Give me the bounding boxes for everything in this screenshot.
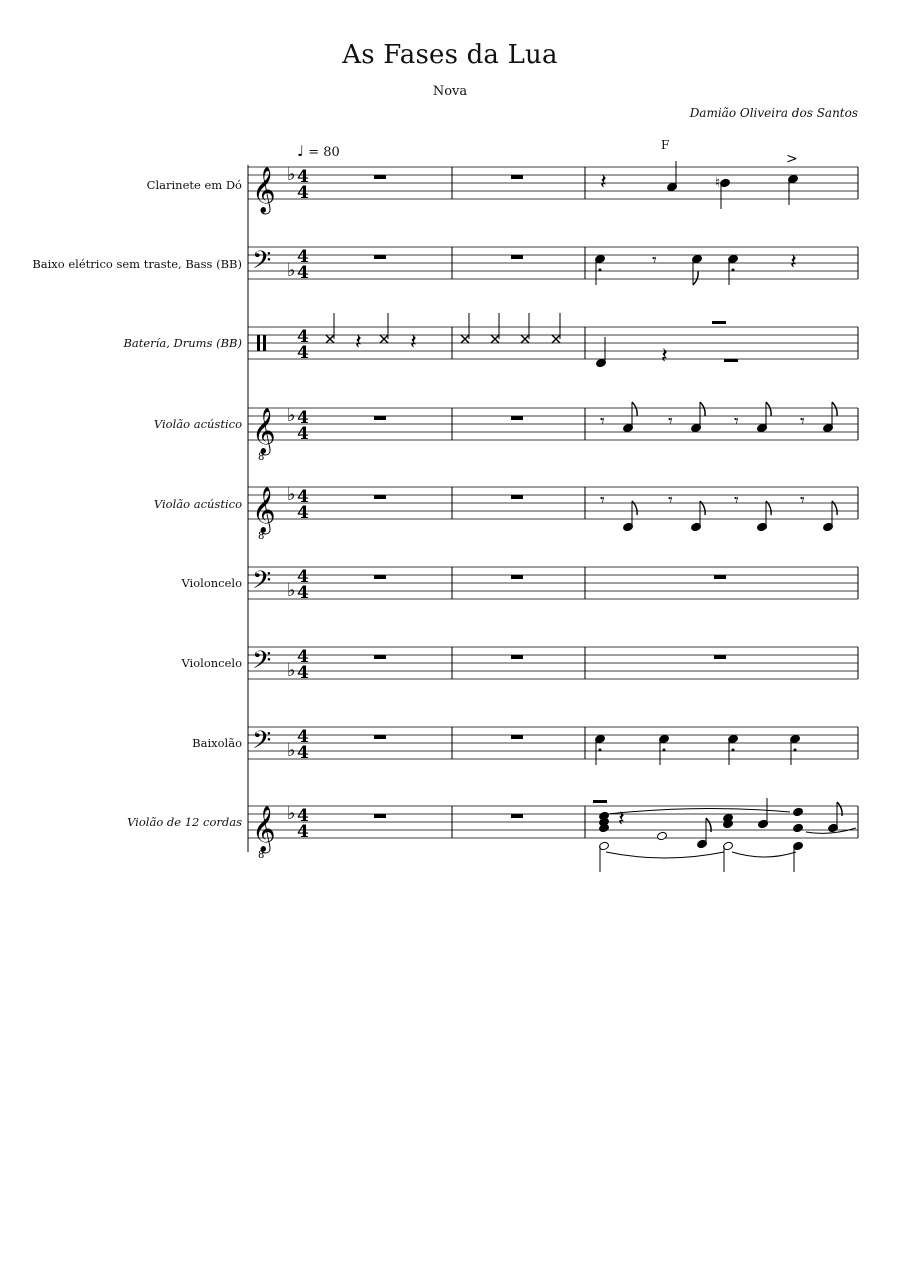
time-signature-denominator: 4 <box>297 743 309 763</box>
score-subtitle: Nova <box>432 84 468 99</box>
whole-rest <box>511 416 523 420</box>
eighth-rest: 𝄾 <box>668 490 673 511</box>
eighth-note <box>697 818 712 849</box>
guitar-eighth-note <box>757 501 772 532</box>
bass-note-half <box>599 841 610 872</box>
bass-note <box>595 254 606 285</box>
flat-key-signature-icon: ♭ <box>287 484 296 505</box>
whole-rest <box>511 814 523 818</box>
flat-key-signature-icon: ♭ <box>287 405 296 426</box>
guitar-eighth-note <box>623 501 638 532</box>
flag <box>632 402 637 416</box>
staccato-dot <box>732 269 735 272</box>
octave-8-marker: 8 <box>258 452 265 463</box>
whole-rest <box>511 495 523 499</box>
kick-note <box>596 337 607 368</box>
time-signature-numerator: 4 <box>297 727 309 747</box>
staccato-dot <box>732 749 735 752</box>
flat-key-signature-icon: ♭ <box>287 740 296 761</box>
chord-note <box>793 823 804 833</box>
notehead <box>657 831 668 841</box>
flag <box>700 402 705 416</box>
hihat-note <box>521 313 529 343</box>
flag <box>693 271 698 285</box>
whole-rest <box>511 575 523 579</box>
whole-rest <box>714 575 726 579</box>
tie <box>608 808 790 814</box>
bass-note-half <box>723 841 734 872</box>
instrument-label-baixolao: Baixolão <box>192 736 242 750</box>
instrument-label-acoustic-guitar-1: Violão acústico <box>153 417 242 431</box>
bass-clef-icon: 𝄢 <box>252 726 272 761</box>
notehead <box>793 807 804 817</box>
octave-8-marker: 8 <box>258 850 265 861</box>
percussion-clef-icon <box>257 335 260 351</box>
accent-mark: > <box>786 151 798 167</box>
time-signature-denominator: 4 <box>297 183 309 203</box>
whole-rest <box>374 655 386 659</box>
whole-rest <box>374 814 386 818</box>
quarter-rest: 𝄽 <box>410 330 417 355</box>
instrument-label-acoustic-guitar-2: Violão acústico <box>153 497 242 511</box>
staccato-dot <box>794 749 797 752</box>
staff-1 <box>248 164 858 215</box>
melody-note <box>758 798 769 829</box>
tempo-value: = 80 <box>308 145 340 160</box>
baixolao-note <box>595 734 606 765</box>
instrument-label-clarinet: Clarinete em Dó <box>146 178 242 192</box>
time-signature-denominator: 4 <box>297 424 309 444</box>
treble-clef-icon: 𝄞 <box>252 487 276 533</box>
time-signature-numerator: 4 <box>297 806 309 826</box>
guitar-eighth-note <box>691 402 706 433</box>
eighth-rest: 𝄾 <box>600 490 605 511</box>
eighth-rest: 𝄾 <box>800 490 805 511</box>
baixolao-note <box>790 734 801 765</box>
chord-note <box>793 807 804 817</box>
whole-rest <box>511 255 523 259</box>
hihat-note <box>461 313 469 343</box>
notehead <box>793 823 804 833</box>
time-signature-numerator: 4 <box>297 487 309 507</box>
score-title: As Fases da Lua <box>342 40 558 70</box>
eighth-rest: 𝄾 <box>600 411 605 432</box>
time-signature-numerator: 4 <box>297 247 309 267</box>
time-signature-numerator: 4 <box>297 567 309 587</box>
clarinet-note <box>720 178 731 209</box>
guitar-eighth-note <box>823 402 838 433</box>
bass-note <box>692 254 703 285</box>
time-signature-denominator: 4 <box>297 663 309 683</box>
baixolao-note <box>659 734 670 765</box>
hihat-note <box>552 313 560 343</box>
quarter-rest: 𝄽 <box>661 344 668 369</box>
symbols-group <box>326 151 856 872</box>
quarter-rest: 𝄽 <box>790 250 797 275</box>
eighth-rest: 𝄾 <box>734 490 739 511</box>
time-signature-numerator: 4 <box>297 167 309 187</box>
flag <box>766 402 771 416</box>
instrument-label-fretless-bass: Baixo elétrico sem traste, Bass (BB) <box>32 257 242 271</box>
whole-rest <box>714 655 726 659</box>
staff-6 <box>248 566 858 603</box>
bass-note <box>728 254 739 285</box>
percussion-clef-icon <box>263 335 266 351</box>
whole-rest <box>374 735 386 739</box>
staff-2 <box>248 246 858 283</box>
whole-rest <box>511 175 523 179</box>
half-rest <box>724 359 738 362</box>
bass-clef-icon: 𝄢 <box>252 646 272 681</box>
eighth-rest: 𝄾 <box>668 411 673 432</box>
tie <box>606 852 724 858</box>
quarter-rest: 𝄽 <box>355 330 362 355</box>
bass-clef-icon: 𝄢 <box>252 246 272 281</box>
instrument-label-cello-2: Violoncelo <box>181 656 242 670</box>
clarinet-note <box>667 161 678 192</box>
time-signature-denominator: 4 <box>297 343 309 363</box>
eighth-rest: 𝄾 <box>734 411 739 432</box>
hihat-note <box>380 313 388 343</box>
whole-rest <box>712 321 726 324</box>
whole-rest <box>374 495 386 499</box>
guitar-eighth-note <box>691 501 706 532</box>
whole-rest <box>374 575 386 579</box>
guitar-eighth-note <box>623 402 638 433</box>
bass-clef-icon: 𝄢 <box>252 566 272 601</box>
flat-key-signature-icon: ♭ <box>287 260 296 281</box>
treble-clef-icon: 𝄞 <box>252 408 276 454</box>
baixolao-note <box>728 734 739 765</box>
instrument-label-drums: Batería, Drums (BB) <box>123 336 242 350</box>
natural-accidental: ♮ <box>715 175 721 191</box>
tie <box>732 852 796 857</box>
time-signature-denominator: 4 <box>297 503 309 523</box>
guitar-eighth-note <box>757 402 772 433</box>
time-signature-denominator: 4 <box>297 822 309 842</box>
whole-rest <box>511 735 523 739</box>
instrument-label-cello-1: Violoncelo <box>181 576 242 590</box>
staff-8 <box>248 726 858 763</box>
half-note <box>657 831 668 841</box>
whole-rest <box>593 800 607 803</box>
whole-rest <box>511 655 523 659</box>
quarter-rest: 𝄽 <box>618 807 625 832</box>
staff-7 <box>248 646 858 683</box>
treble-clef-icon: 𝄞 <box>252 167 276 213</box>
instrument-label-12-string-guitar: Violão de 12 cordas <box>127 815 242 829</box>
eighth-note <box>828 802 843 833</box>
quarter-rest: 𝄽 <box>600 170 607 195</box>
time-signature-numerator: 4 <box>297 408 309 428</box>
flat-key-signature-icon: ♭ <box>287 803 296 824</box>
whole-rest <box>374 416 386 420</box>
time-signature-denominator: 4 <box>297 263 309 283</box>
time-signature-numerator: 4 <box>297 647 309 667</box>
eighth-rest: 𝄾 <box>800 411 805 432</box>
hihat-note <box>491 313 499 343</box>
staccato-dot <box>599 749 602 752</box>
eighth-rest: 𝄾 <box>652 250 657 271</box>
whole-rest <box>374 175 386 179</box>
staccato-dot <box>663 749 666 752</box>
treble-clef-icon: 𝄞 <box>252 806 276 852</box>
time-signature-numerator: 4 <box>297 327 309 347</box>
staccato-dot <box>599 269 602 272</box>
composer-credit: Damião Oliveira dos Santos <box>689 106 858 120</box>
chord-symbol: F <box>661 138 670 152</box>
bass-note <box>793 841 804 872</box>
flag <box>832 402 837 416</box>
clarinet-note <box>788 174 799 205</box>
hihat-note <box>326 313 334 343</box>
whole-rest <box>374 255 386 259</box>
staff-3 <box>248 327 858 363</box>
octave-8-marker: 8 <box>258 531 265 542</box>
guitar-eighth-note <box>823 501 838 532</box>
quarter-note-icon: ♩ <box>297 142 305 160</box>
time-signature-denominator: 4 <box>297 583 309 603</box>
flat-key-signature-icon: ♭ <box>287 660 296 681</box>
flat-key-signature-icon: ♭ <box>287 164 296 185</box>
flat-key-signature-icon: ♭ <box>287 580 296 601</box>
